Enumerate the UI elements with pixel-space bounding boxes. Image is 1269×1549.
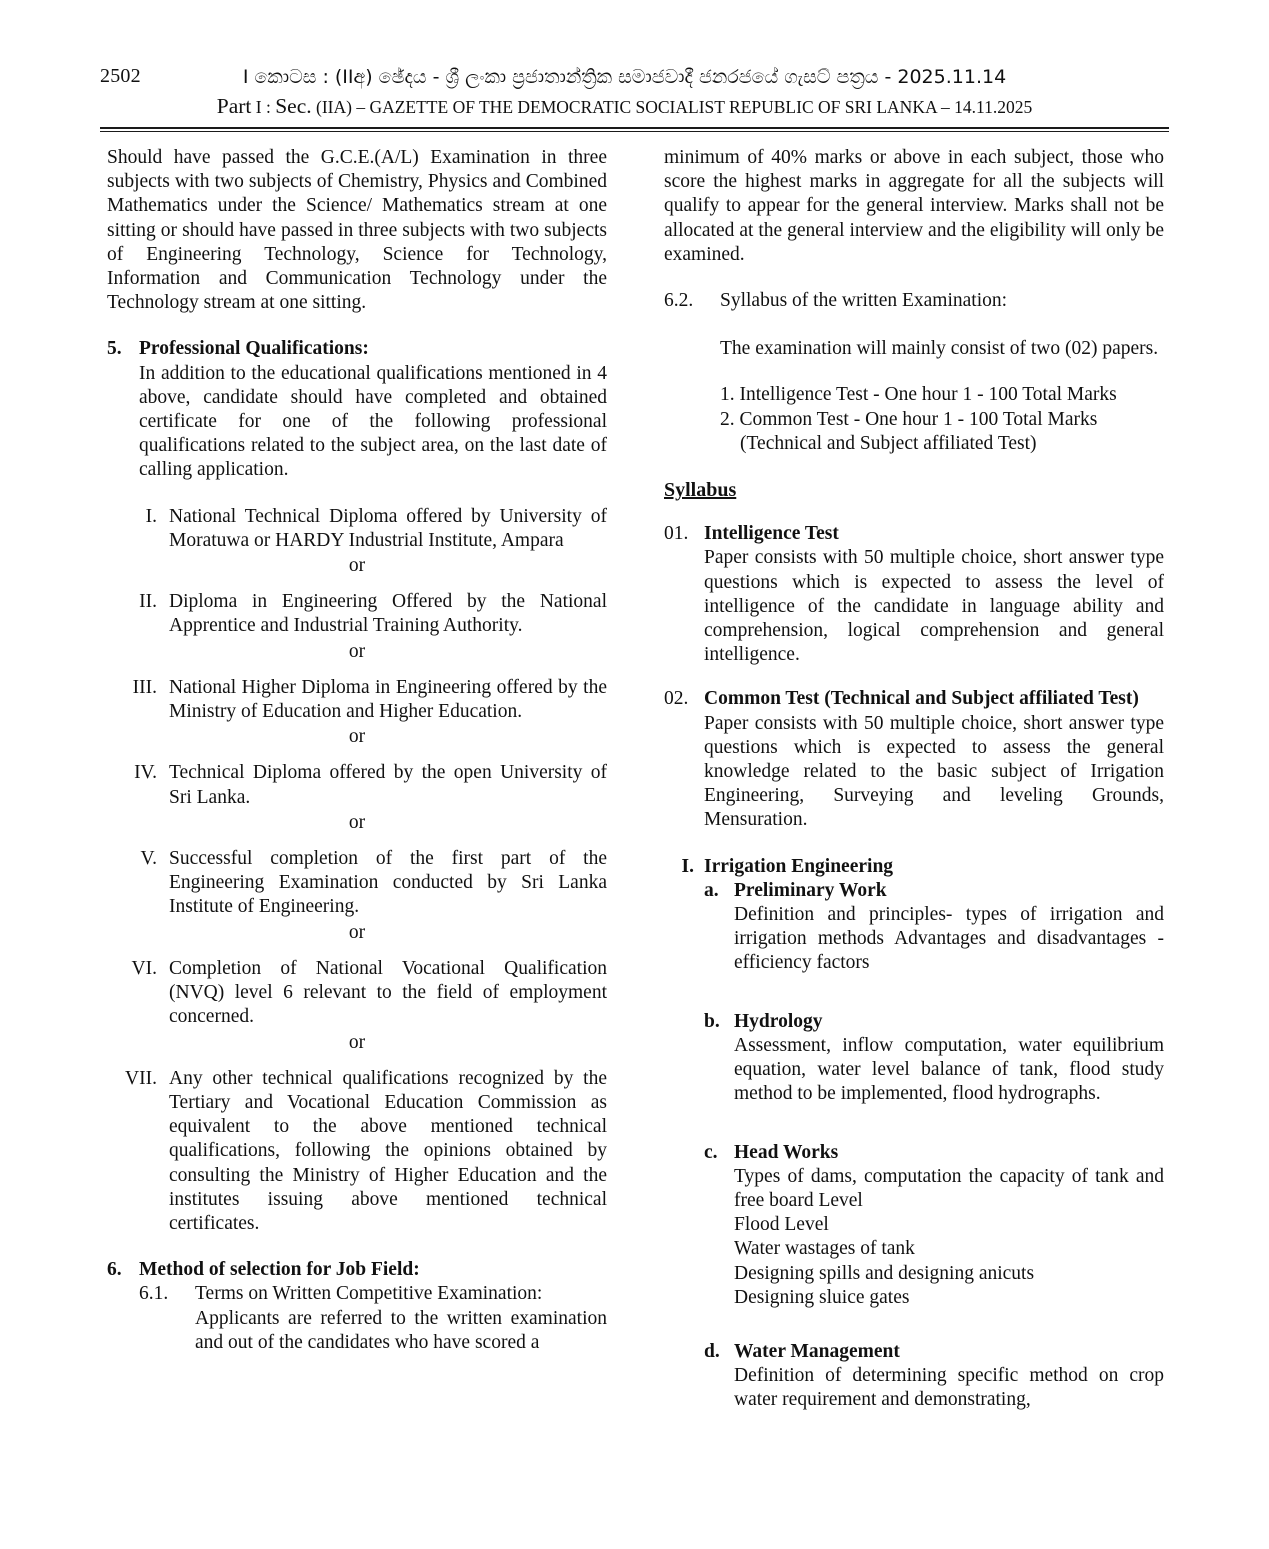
masthead-part-number: I : [251, 97, 276, 117]
qualification-numeral: I. [145, 505, 157, 527]
qualification-numeral: II. [139, 591, 157, 613]
paper-item: 1. Intelligence Test - One hour 1 - 100 Total Marks [720, 384, 1117, 406]
qualification-numeral: VII. [125, 1067, 157, 1089]
spacer [664, 976, 1164, 1010]
masthead-rest: (IIA) – GAZETTE OF THE DEMOCRATIC SOCIALIST REPUBLIC OF SRI LANKA – 14.11.2025 [311, 97, 1033, 117]
qualification-text: Diploma in Engineering Offered by the National Apprentice and Industrial Training Authority. [169, 591, 607, 637]
section-5 [107, 337, 607, 482]
qualification-item [107, 847, 607, 920]
section-6-2-title: Syllabus of the written Examination: [720, 290, 1008, 312]
qualification-item [107, 590, 607, 638]
or-separator: or [348, 555, 366, 577]
selection-continued-paragraph: minimum of 40% marks or above in each subject, those who score the highest marks in aggregate for all the subjects will qualify to appear for the general interview. Marks shall not be allocated at the general interview and the eligibility will only be examined. [664, 147, 1164, 265]
spacer [664, 1310, 1164, 1340]
left-column [107, 146, 607, 1413]
masthead-sinhala-text: I කොටස : (IIඅ) ඡේදය - ශ්‍රී ලංකා ප්‍රජාතාන්ත්‍රික සමාජවාදී ජනරජයේ ගැසට් පත්‍රය - 2025.11.14 [242, 66, 1007, 88]
qualification-text: Completion of National Vocational Qualification (NVQ) level 6 relevant to the field of employment concerned. [169, 957, 607, 1028]
section-6-1 [139, 1282, 607, 1355]
subtopic-letter: b. [704, 1010, 720, 1032]
syllabus-item-01-body [704, 522, 1164, 667]
or-separator: or [348, 1031, 366, 1053]
section-5-number: 5. [107, 338, 122, 360]
or-separator: or [348, 811, 366, 833]
qualification-item [107, 761, 607, 809]
section-6-1-title: Terms on Written Competitive Examination: [195, 1283, 543, 1305]
qualification-text: Technical Diploma offered by the open University of Sri Lanka. [169, 762, 607, 808]
subtopic-body [734, 1141, 1164, 1310]
section-6-2-number: 6.2. [664, 290, 694, 312]
section-5-title: Professional Qualifications: [139, 338, 369, 360]
qualification-text: National Higher Diploma in Engineering offered by the Ministry of Education and Higher Education. [169, 676, 607, 723]
syllabus-item-01-text: Paper consists with 50 multiple choice, short answer type questions which is expected to assess the level of intelligence of the candidate in language ability and comprehension, logical comprehension and general intelligence. [704, 547, 1164, 666]
subtopic-head-works [704, 1141, 1164, 1310]
syllabus-item-01-title: Intelligence Test [704, 523, 839, 545]
qualification-text: National Technical Diploma offered by University of Moratuwa or HARDY Industrial Institute, Ampara [169, 505, 607, 551]
subtopic-letter: c. [704, 1141, 718, 1163]
masthead-divider [100, 127, 1169, 132]
papers-intro-text: The examination will mainly consist of two (02) papers. [720, 338, 1159, 360]
subtopic-body [734, 1010, 1164, 1107]
subtopic-line: Types of dams, computation the capacity of tank and free board Level [734, 1165, 1164, 1211]
subtopic-line: Assessment, inflow computation, water equilibrium equation, water level balance of tank, flood study method to be implemented, flood hydrographs. [734, 1034, 1164, 1105]
subtopic-line: Water wastages of tank [734, 1238, 915, 1260]
spacer [107, 835, 607, 847]
page-masthead [0, 0, 1269, 132]
syllabus-item-02-body [704, 687, 1164, 832]
subtopic-body [734, 1340, 1164, 1413]
spacer [664, 1107, 1164, 1141]
spacer [107, 664, 607, 676]
qualification-numeral: III. [132, 676, 157, 698]
subtopic-body [734, 879, 1164, 976]
or-separator: or [348, 726, 366, 748]
subtopic-preliminary-work [704, 879, 1164, 976]
subtopic-line: Designing spills and designing anicuts [734, 1262, 1035, 1284]
qualification-text: Successful completion of the first part of the Engineering Examination conducted by Sri Lanka Institute of Engineering. [169, 848, 607, 918]
papers-intro-block [720, 337, 1164, 361]
subtopic-line: Definition of determining specific method on crop water requirement and demonstrating, [734, 1365, 1164, 1411]
masthead-sec-label: Sec. [275, 94, 312, 118]
divider-thick-rule [100, 127, 1169, 129]
divider-thin-rule [100, 131, 1169, 132]
body-columns [0, 146, 1269, 1413]
qualification-text: Any other technical qualifications recognized by the Tertiary and Vocational Education Commission as equivalent to the above mentioned technical qualifications, following the opinions obtained by consulting the Ministry of Higher Education and the institutes issuing above mentioned technical certificates. [169, 1067, 607, 1234]
education-qualification-paragraph: Should have passed the G.C.E.(A/L) Examination in three subjects with two subjects of Chemistry, Physics and Combined Mathematics under the Science/ Mathematics stream at one sitting or should have passed in three subjects with two subjects of Engineering Technology, Science for Technology, Information and Communication Technology under the Technology stream at one sitting. [107, 147, 607, 314]
spacer [107, 945, 607, 957]
syllabus-item-01-number: 01. [664, 523, 689, 545]
paper-item: 2. Common Test - One hour 1 - 100 Total Marks [720, 408, 1098, 430]
spacer [107, 749, 607, 761]
syllabus-item-01 [664, 522, 1164, 667]
page-number: 2502 [100, 65, 141, 87]
paper-item-continuation: (Technical and Subject affiliated Test) [740, 432, 1037, 454]
spacer [107, 483, 607, 505]
section-6-2 [664, 289, 1164, 313]
section-5-text: In addition to the educational qualifications mentioned in 4 above, candidate should have completed and obtained certificate for one of the following professional qualifications related to the subject area, on the last date of calling application. [139, 362, 607, 481]
section-5-body [139, 337, 607, 482]
subtopic-hydrology [704, 1010, 1164, 1107]
masthead-english-title [0, 94, 1269, 119]
section-6-number: 6. [107, 1259, 122, 1281]
subtopic-line: Flood Level [734, 1214, 829, 1236]
qualification-item [107, 505, 607, 553]
topic-irrigation-engineering [664, 855, 1164, 879]
masthead-part-label: Part [216, 94, 252, 118]
spacer [107, 1055, 607, 1067]
qualification-item [107, 957, 607, 1030]
papers-list [720, 383, 1164, 456]
or-separator: or [348, 640, 366, 662]
section-6-title: Method of selection for Job Field: [139, 1259, 420, 1281]
masthead-sinhala-title [0, 62, 1269, 91]
qualification-numeral: IV. [134, 762, 157, 784]
masthead-primary-row [0, 62, 1269, 92]
syllabus-heading: Syllabus [664, 479, 737, 502]
subtopic-line: Definition and principles- types of irrigation and irrigation methods Advantages and disadvantages -efficiency factors [734, 904, 1164, 974]
subtopic-title: Hydrology [734, 1010, 823, 1032]
section-6-1-number: 6.1. [139, 1283, 169, 1305]
qualification-numeral: V. [140, 848, 157, 870]
subtopic-line: Designing sluice gates [734, 1286, 910, 1308]
section-6-1-body [195, 1282, 607, 1355]
qualification-item [107, 1067, 607, 1236]
topic-title: Irrigation Engineering [704, 855, 894, 877]
topic-numeral: I. [681, 855, 694, 877]
subtopic-title: Water Management [734, 1340, 900, 1362]
or-separator: or [348, 921, 366, 943]
qualification-item [107, 676, 607, 724]
spacer [107, 578, 607, 590]
right-column [664, 146, 1164, 1413]
section-6-body [139, 1258, 607, 1355]
qualification-numeral: VI. [131, 957, 157, 979]
syllabus-item-02-text: Paper consists with 50 multiple choice, short answer type questions which is expected to assess the general knowledge related to the basic subject of Irrigation Engineering, Surveying and leveling Grounds, Mensuration. [704, 712, 1164, 831]
subtopic-title: Head Works [734, 1141, 839, 1163]
syllabus-item-02-number: 02. [664, 688, 689, 710]
subtopic-water-management [704, 1340, 1164, 1413]
subtopic-letter: d. [704, 1340, 720, 1362]
syllabus-item-02 [664, 687, 1164, 832]
section-6-1-text: Applicants are referred to the written examination and out of the candidates who have scored a [195, 1307, 607, 1353]
subtopic-title: Preliminary Work [734, 879, 887, 901]
syllabus-item-02-title: Common Test (Technical and Subject affiliated Test) [704, 688, 1139, 710]
subtopic-letter: a. [704, 879, 719, 901]
section-6 [107, 1258, 607, 1355]
